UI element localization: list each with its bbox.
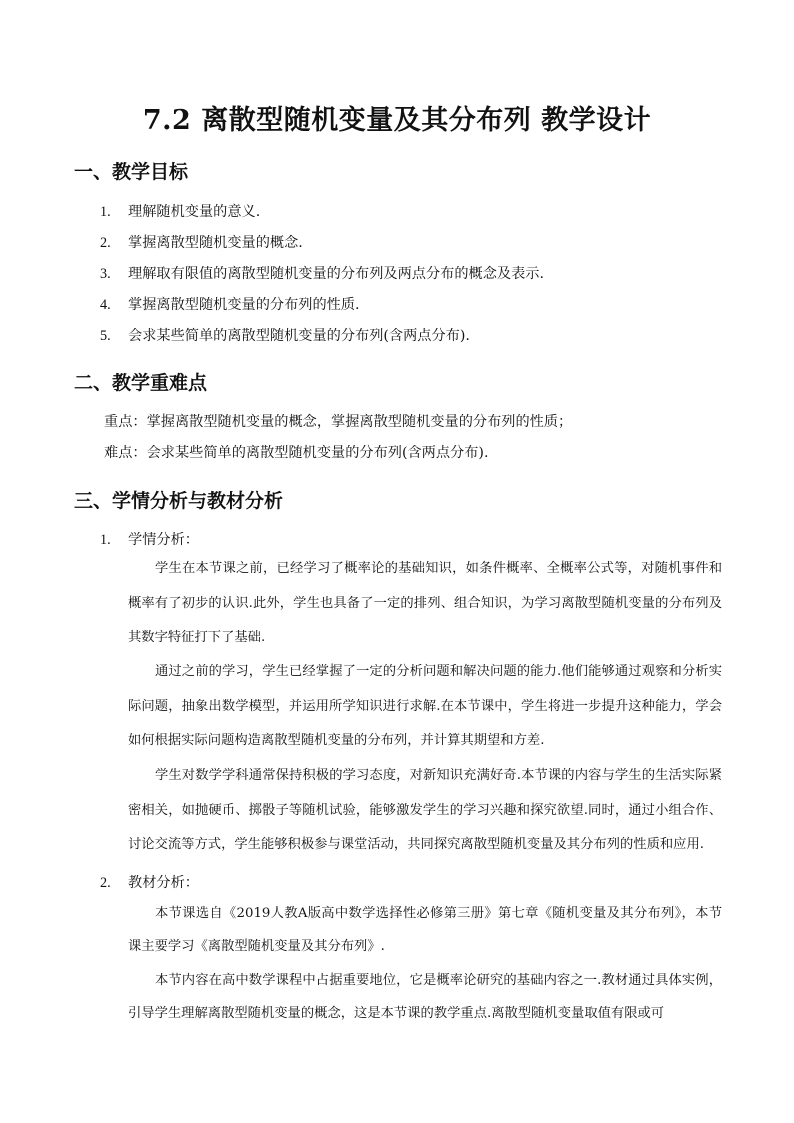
paragraph: 本节课选自《2019人教A版高中数学选择性必修第三册》第七章《随机变量及其分布列》，本节课主要学习《离散型随机变量及其分布列》. — [128, 906, 722, 954]
difficulty-line: 难点：会求某些简单的离散型随机变量的分布列(含两点分布). — [104, 445, 489, 461]
paragraph: 学生对数学学科通常保持积极的学习态度，对新知识充满好奇.本节课的内容与学生的生活实际紧密相关，如抛硬币、掷骰子等随机试验，能够激发学生的学习兴趣和探究欲望.同时，通过小组合作、讨论交流等方式，学生能够积极参与课堂活动，共同探究离散型随机变量及其分布列的性质和应用. — [128, 768, 722, 852]
paragraph: 本节内容在高中数学课程中占据重要地位，它是概率论研究的基础内容之一.教材通过具体实例，引导学生理解离散型随机变量的概念，这是本节课的教学重点.离散型随机变量取值有限或可 — [128, 973, 722, 1021]
list-item-text: 掌握离散型随机变量的概念. — [128, 235, 303, 251]
section-heading-key-points: 二、教学重难点 — [74, 372, 208, 394]
list-item-text: 理解随机变量的意义. — [128, 204, 261, 220]
list-item-text: 掌握离散型随机变量的分布列的性质. — [128, 297, 360, 313]
subsection-label: 教材分析： — [128, 875, 199, 891]
page-title: 7.2 离散型随机变量及其分布列 教学设计 — [142, 105, 652, 136]
list-item — [100, 295, 360, 315]
list-item — [100, 326, 470, 346]
emphasis-line: 重点：掌握离散型随机变量的概念，掌握离散型随机变量的分布列的性质； — [104, 414, 573, 430]
list-item — [100, 264, 544, 284]
list-item-text: 会求某些简单的离散型随机变量的分布列(含两点分布). — [128, 328, 470, 344]
list-item-number: 2. — [100, 875, 111, 891]
list-item-number: 4. — [100, 297, 111, 313]
list-item-text: 理解取有限值的离散型随机变量的分布列及两点分布的概念及表示. — [128, 266, 544, 282]
section-heading-objectives: 一、教学目标 — [74, 161, 189, 183]
subsection-textbook-analysis — [100, 873, 199, 893]
paragraph: 通过之前的学习，学生已经掌握了一定的分析问题和解决问题的能力.他们能够通过观察和分析实际问题，抽象出数学模型，并运用所学知识进行求解.在本节课中，学生将进一步提升这种能力，学会如何根据实际问题构造离散型随机变量的分布列，并计算其期望和方差. — [128, 664, 722, 748]
list-item-number: 3. — [100, 266, 111, 282]
section-heading-analysis: 三、学情分析与教材分析 — [74, 490, 284, 512]
list-item — [100, 202, 260, 222]
subsection-student-analysis — [100, 530, 199, 550]
list-item-number: 1. — [100, 532, 111, 548]
list-item — [100, 233, 303, 253]
list-item-number: 5. — [100, 328, 111, 344]
subsection-label: 学情分析： — [128, 532, 199, 548]
list-item-number: 2. — [100, 235, 111, 251]
paragraph: 学生在本节课之前，已经学习了概率论的基础知识，如条件概率、全概率公式等，对随机事件和概率有了初步的认识.此外，学生也具备了一定的排列、组合知识，为学习离散型随机变量的分布列及其数字特征打下了基础. — [128, 561, 722, 645]
list-item-number: 1. — [100, 204, 111, 220]
